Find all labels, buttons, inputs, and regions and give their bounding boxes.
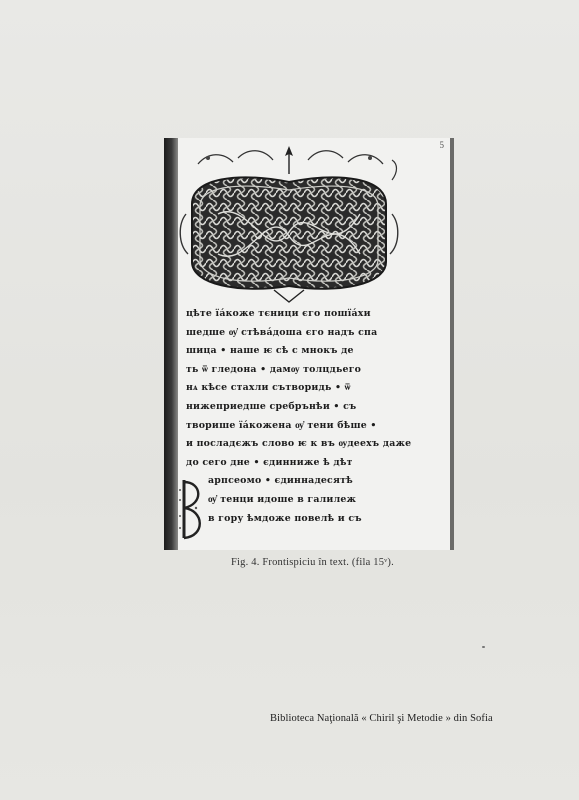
manuscript-line: и посладєжъ слово ѥ к въ ѹдеехъ даже: [186, 438, 412, 450]
manuscript-line: ѹ҆ тенци идоше в галилеж: [208, 493, 357, 505]
manuscript-photograph: [164, 138, 454, 550]
decorated-initial: [176, 476, 208, 542]
manuscript-line: шедше ѹ҆ стѣвáдоша єго надъ спа: [186, 326, 378, 338]
folio-mark: 5: [439, 140, 444, 150]
manuscript-line: нѧ кѣсе стахли сътворидь • ѿ: [186, 382, 351, 394]
interlace-headpiece: [178, 144, 400, 304]
manuscript-line: шица • наше ѥ сѣ с мнокъ де: [186, 345, 354, 357]
manuscript-line: цѣте їáкоже тєници єго пошїáхи: [186, 308, 371, 319]
manuscript-line: ть ѿ гледона • дамѹ толцдьего: [186, 363, 362, 375]
manuscript-line: в гору ѣмдоже повелѣ и съ: [208, 512, 362, 524]
figure-caption-text: Fig. 4. Frontispiciu în text. (fila 15ᵛ).: [231, 557, 394, 568]
library-credit: Biblioteca Naţională « Chiril şi Metodie » din Sofia: [270, 713, 493, 724]
manuscript-line: нижеприедше сребрънѣи • съ: [186, 400, 357, 412]
manuscript-text-block: [186, 308, 426, 531]
manuscript-line: арпсеомо • єдиннадесятѣ: [208, 475, 353, 487]
figure-caption: [0, 557, 579, 568]
manuscript-line: творише їáкожена ѹ҆ тени бѣше •: [186, 419, 377, 431]
paper-speck: [482, 646, 485, 648]
photo-edge: [450, 138, 454, 550]
manuscript-line: до сего дне • єдинниже ѣ дѣт: [186, 456, 353, 468]
